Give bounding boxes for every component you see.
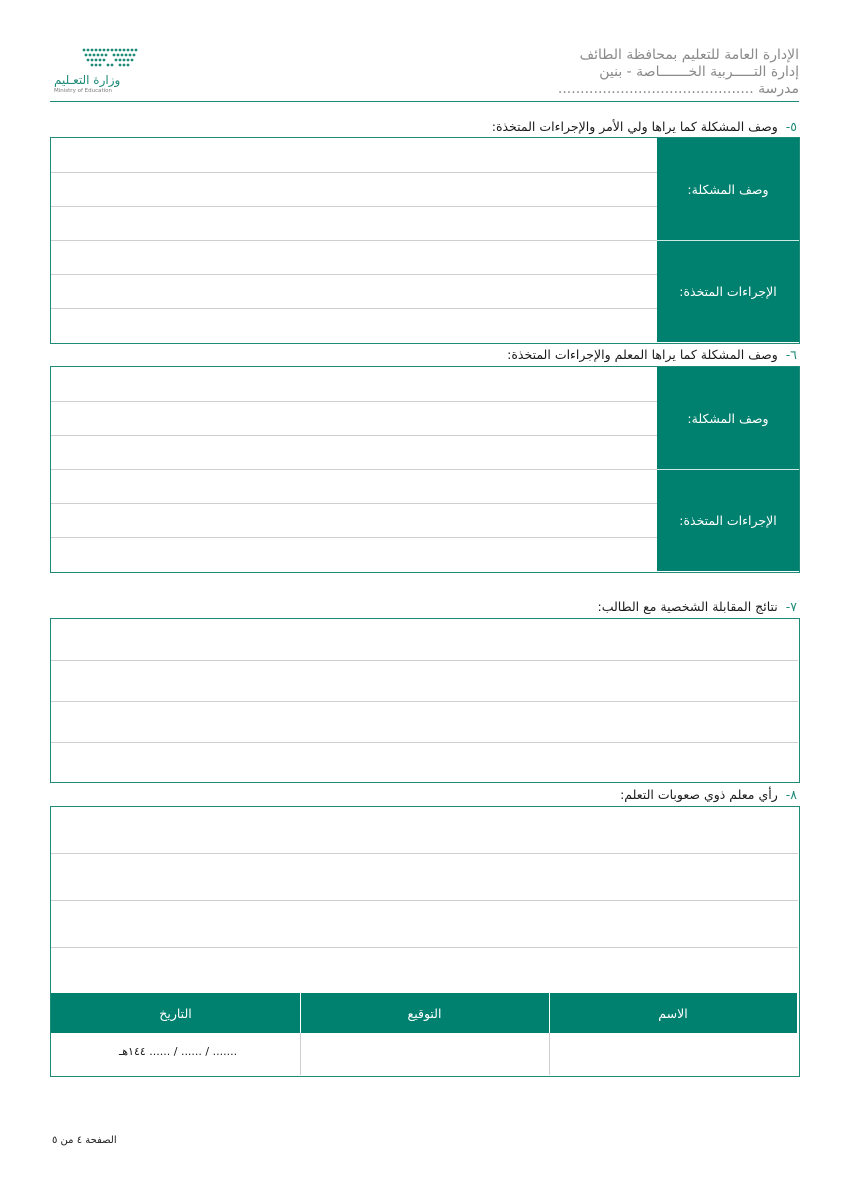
section-7-title xyxy=(598,599,798,614)
section-5-title xyxy=(492,119,797,134)
row-line xyxy=(51,503,657,504)
header-line-3: مدرسة ............................................ xyxy=(557,81,799,97)
header-divider xyxy=(50,101,799,102)
section-6-box xyxy=(50,366,800,573)
header-line-2: إدارة التـــــربية الخـــــــاصة - بنين xyxy=(599,64,799,80)
column-divider xyxy=(549,993,550,1033)
section-number: ٧- xyxy=(785,599,797,614)
row-line xyxy=(51,900,798,901)
signature-table-header xyxy=(51,993,797,1033)
actions-taken-label: الإجراءات المتخذة: xyxy=(657,470,799,571)
row-line xyxy=(51,853,798,854)
section-number: ٨- xyxy=(785,787,797,802)
problem-description-label: وصف المشكلة: xyxy=(657,367,799,469)
column-divider xyxy=(300,1033,301,1075)
page-number: الصفحة ٤ من ٥ xyxy=(52,1135,117,1146)
row-line xyxy=(51,172,657,173)
section-5-box xyxy=(50,137,800,344)
date-value: ....... / ...... / ...... ١٤٤هـ xyxy=(119,1045,238,1058)
row-line xyxy=(51,308,657,309)
header-line-1: الإدارة العامة للتعليم بمحافظة الطائف xyxy=(579,47,799,63)
name-column-header: الاسم xyxy=(658,1005,688,1021)
date-column-header: التاريخ xyxy=(159,1005,192,1021)
row-line xyxy=(51,401,657,402)
section-title-text: رأي معلم ذوي صعوبات التعلم: xyxy=(620,787,778,802)
row-line xyxy=(51,947,798,948)
actions-taken-label: الإجراءات المتخذة: xyxy=(657,241,799,342)
section-8-box xyxy=(50,806,800,1077)
section-title-text: وصف المشكلة كما يراها ولي الأمر والإجراءات المتخذة: xyxy=(491,119,778,134)
section-number: ٦- xyxy=(785,347,797,362)
section-number: ٥- xyxy=(785,119,797,134)
column-divider xyxy=(300,993,301,1033)
row-line xyxy=(51,274,657,275)
row-line xyxy=(51,240,657,241)
row-line xyxy=(51,537,657,538)
section-8-title xyxy=(620,787,797,802)
logo-english-text: Ministry of Education xyxy=(54,88,113,94)
column-divider xyxy=(549,1033,550,1075)
row-line xyxy=(51,435,657,436)
problem-description-label: وصف المشكلة: xyxy=(657,138,799,240)
row-line xyxy=(51,469,657,470)
section-7-box xyxy=(50,618,800,783)
row-line xyxy=(51,660,798,661)
row-line xyxy=(51,701,798,702)
row-line xyxy=(51,206,657,207)
row-line xyxy=(51,742,798,743)
section-6-title xyxy=(507,347,797,362)
section-title-text: وصف المشكلة كما يراها المعلم والإجراءات المتخذة: xyxy=(507,347,778,362)
logo-arabic-text: وزارة التعـليم xyxy=(54,73,121,87)
signature-column-header: التوقيع xyxy=(407,1005,442,1021)
section-title-text: نتائج المقابلة الشخصية مع الطالب: xyxy=(597,599,778,614)
